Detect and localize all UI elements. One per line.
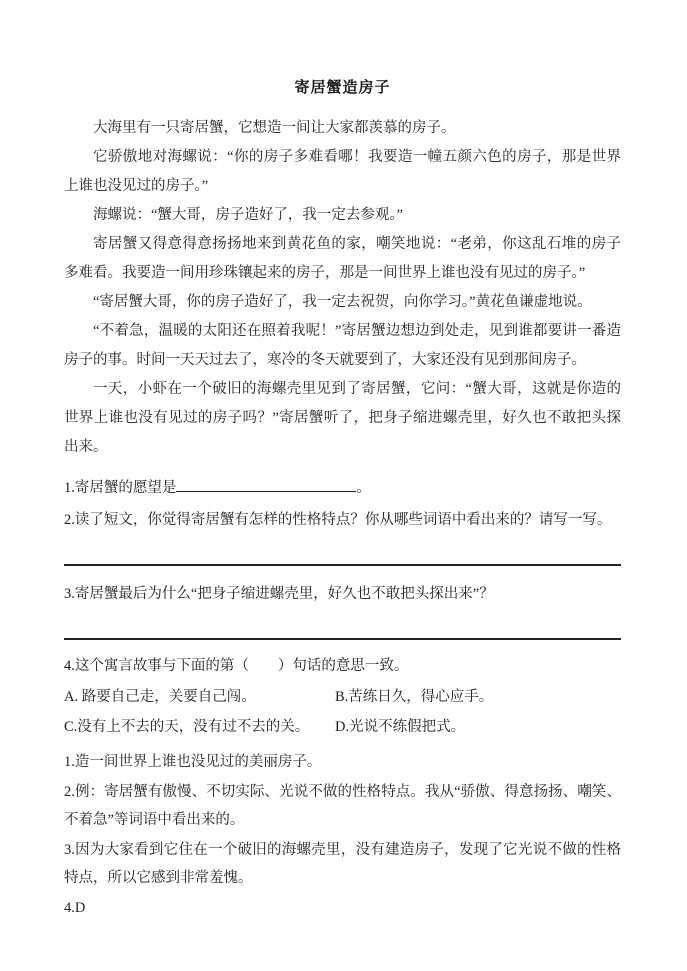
story-paragraph: “不着急，温暖的太阳还在照着我呢！”寄居蟹边想边到处走，见到谁都要讲一番造房子的事。时间一天天过去了，寒冷的冬天就要到了，大家还没有见到那间房子。 <box>64 323 621 368</box>
option-d: D.光说不练假把式。 <box>335 719 466 735</box>
option-c: C.没有上不去的天，没有过不去的关。 <box>64 719 310 735</box>
story-paragraph: “寄居蟹大哥，你的房子造好了，我一定去祝贺，向你学习。”黄花鱼谦虚地说。 <box>93 294 592 310</box>
answer-4: 4.D <box>64 899 86 916</box>
answer-2: 2.例：寄居蟹有傲慢、不切实际、光说不做的性格特点。我从“骄傲、得意扬扬、嘲笑、不着急”等词语中看出来的。 <box>64 783 621 828</box>
story-paragraph: 一天，小虾在一个破旧的海螺壳里见到了寄居蟹，它问：“蟹大哥，这就是你造的世界上谁也没有见过的房子吗？”寄居蟹听了，把身子缩进螺壳里，好久也不敢把头探出来。 <box>64 381 621 455</box>
answer-3: 3.因为大家看到它住在一个破旧的海螺壳里，没有建造房子，发现了它光说不做的性格特点，所以它感到非常羞愧。 <box>64 841 621 886</box>
question-4: 4.这个寓言故事与下面的第（ ）句话的意思一致。 <box>64 658 409 674</box>
answer-blank-line <box>176 477 356 493</box>
article-title: 寄居蟹造房子 <box>294 80 391 96</box>
answer-divider-line <box>64 638 621 640</box>
story-paragraph: 它骄傲地对海螺说：“你的房子多难看哪！我要造一幢五颜六色的房子，那是世界上谁也没见过的房子。” <box>64 149 621 194</box>
story-paragraph: 寄居蟹又得意得意扬扬地来到黄花鱼的家，嘲笑地说：“老弟，你这乱石堆的房子多难看。我要造一间用珍珠镶起来的房子，那是一间世界上谁也没有见过的房子。” <box>64 236 621 281</box>
option-a: A. 路要自己走，关要自己闯。 <box>64 689 256 705</box>
question-2: 2.读了短文，你觉得寄居蟹有怎样的性格特点？你从哪些词语中看出来的？请写一写。 <box>64 512 612 528</box>
story-paragraph: 海螺说：“蟹大哥，房子造好了，我一定去参观。” <box>93 207 404 223</box>
story-text <box>64 114 621 462</box>
answer-1: 1.造一间世界上谁也没见过的美丽房子。 <box>64 754 322 770</box>
question-1 <box>64 472 621 504</box>
question-3: 3.寄居蟹最后为什么“把身子缩进螺壳里，好久也不敢把头探出来”？ <box>64 586 494 602</box>
answer-divider-line <box>64 564 621 566</box>
question-1-period: 。 <box>356 480 371 496</box>
story-paragraph: 大海里有一只寄居蟹，它想造一间让大家都羡慕的房子。 <box>93 120 456 136</box>
option-row <box>64 712 621 742</box>
option-b: B.苦练日久，得心应手。 <box>335 689 494 705</box>
answer-key <box>64 748 621 922</box>
option-row <box>64 682 621 712</box>
question-1-text: 1.寄居蟹的愿望是 <box>64 480 177 496</box>
